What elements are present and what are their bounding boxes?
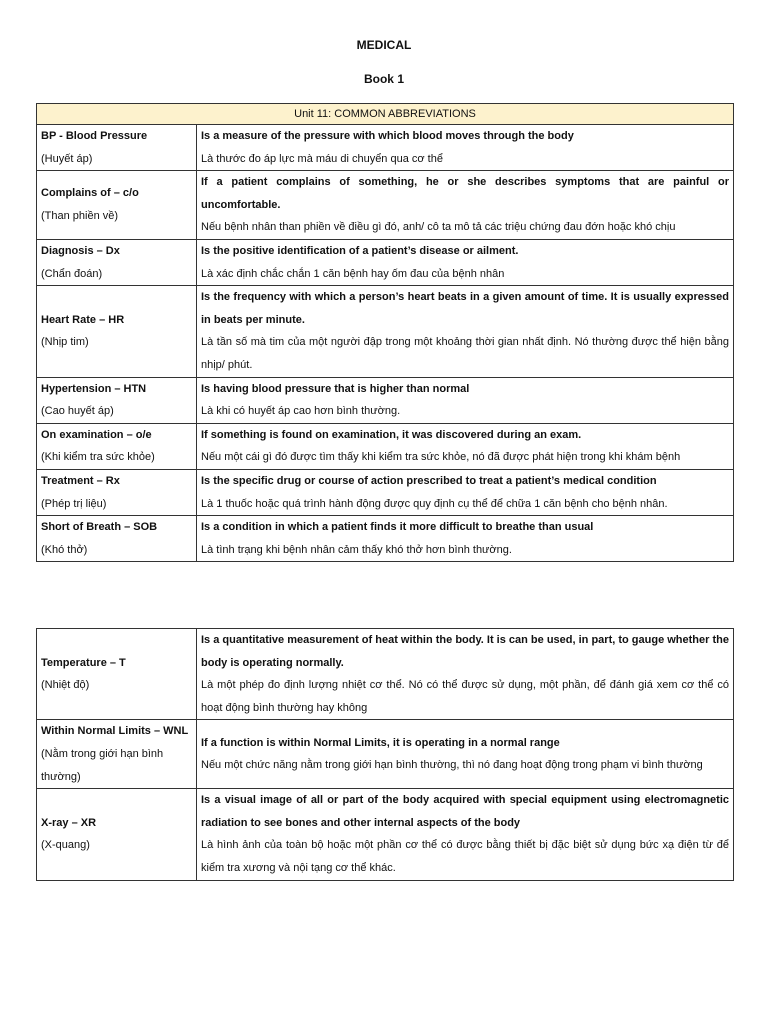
document-subtitle: Book 1: [363, 72, 404, 86]
definition-english: Is a measure of the pressure with which blood moves through the body: [201, 130, 574, 142]
term-translation: (Nhịp tim): [41, 336, 89, 349]
term-label: Temperature – T: [41, 656, 126, 669]
document-title: MEDICAL: [356, 38, 412, 52]
table-row: [37, 239, 734, 285]
definition-vietnamese: Là một phép đo định lượng nhiệt cơ thể. Nó có thể được sử dụng, một phần, để đánh giá xem cơ thể có hoạt động bình thường hay không: [201, 679, 729, 714]
term-cell: [37, 629, 197, 720]
definition-vietnamese: Là 1 thuốc hoặc quá trình hành động được quy định cụ thể để chữa 1 căn bệnh cho bệnh nhân.: [201, 497, 668, 510]
definition-english: Is the frequency with which a person’s heart beats in a given amount of time. It is usually expressed in beats per minute.: [201, 291, 729, 326]
table-row: [37, 171, 734, 240]
definition-cell: [197, 423, 734, 469]
term-cell: [37, 239, 197, 285]
definition-cell: [197, 125, 734, 171]
term-translation: (Khi kiểm tra sức khỏe): [41, 451, 155, 464]
table-row: [37, 720, 734, 789]
definition-english: Is having blood pressure that is higher than normal: [201, 382, 470, 395]
term-cell: [37, 423, 197, 469]
table-heading: Unit 11: COMMON ABBREVIATIONS: [37, 104, 734, 125]
term-translation: (X-quang): [41, 839, 90, 852]
table-row: [37, 377, 734, 423]
definition-english: Is a quantitative measurement of heat within the body. It is can be used, in part, to gauge whether the body is operating normally.: [201, 634, 729, 669]
definition-cell: [197, 469, 734, 515]
term-label: Treatment – Rx: [41, 474, 120, 487]
term-cell: [37, 720, 197, 789]
term-translation: (Chẩn đoán): [41, 267, 103, 280]
definition-english: Is a condition in which a patient finds it more difficult to breathe than usual: [201, 521, 594, 534]
term-label: Heart Rate – HR: [41, 313, 125, 326]
definition-vietnamese: Là khi có huyết áp cao hơn bình thường.: [201, 405, 401, 418]
table-row: [37, 469, 734, 515]
term-label: Hypertension – HTN: [41, 382, 147, 395]
term-label: Complains of – c/o: [41, 187, 139, 200]
table-row: [37, 125, 734, 171]
term-cell: [37, 789, 197, 880]
definition-cell: [197, 789, 734, 880]
table-row: [37, 789, 734, 880]
term-label: Within Normal Limits – WNL: [41, 725, 189, 738]
definition-vietnamese: Là hình ảnh của toàn bộ hoặc một phần cơ thể có được bằng thiết bị đặc biệt sử dụng bức xạ điện từ để kiểm tra xương và nội tạng cơ thể khác.: [201, 839, 729, 874]
definition-vietnamese: Nếu bệnh nhân than phiền về điều gì đó, anh/ cô ta mô tả các triệu chứng đau đớn hoặc khó chịu: [201, 221, 676, 234]
definition-cell: [197, 377, 734, 423]
abbreviations-table-continued: [36, 628, 734, 881]
term-cell: [37, 469, 197, 515]
definition-cell: [197, 629, 734, 720]
term-translation: (Nhiệt độ): [41, 679, 90, 692]
term-translation: (Than phiền về): [41, 210, 119, 223]
definition-cell: [197, 720, 734, 789]
term-label: Short of Breath – SOB: [41, 521, 158, 534]
definition-vietnamese: Là thước đo áp lực mà máu di chuyển qua cơ thể: [201, 152, 443, 165]
term-translation: (Nằm trong giới hạn bình thường): [41, 747, 164, 783]
definition-cell: [197, 239, 734, 285]
table-row: [37, 286, 734, 377]
term-label: On examination – o/e: [41, 428, 152, 441]
definition-english: If a function is within Normal Limits, it is operating in a normal range: [201, 736, 560, 749]
term-translation: (Khó thở): [41, 543, 88, 556]
definition-english: If something is found on examination, it was discovered during an exam.: [201, 428, 582, 441]
definition-cell: [197, 171, 734, 240]
term-cell: [37, 171, 197, 240]
table-row: [37, 423, 734, 469]
definition-english: Is the positive identification of a patient’s disease or ailment.: [201, 244, 519, 257]
definition-vietnamese: Là tần số mà tim của một người đập trong một khoảng thời gian nhất định. Nó thường được thể hiện bằng nhịp/ phút.: [201, 336, 729, 371]
term-translation: (Cao huyết áp): [41, 405, 114, 418]
definition-english: If a patient complains of something, he or she describes symptoms that are painful or uncomfortable.: [201, 176, 729, 211]
term-cell: [37, 286, 197, 377]
term-label: X-ray – XR: [41, 816, 97, 829]
definition-cell: [197, 516, 734, 562]
definition-cell: [197, 286, 734, 377]
term-label: BP - Blood Pressure: [41, 130, 148, 142]
term-label: Diagnosis – Dx: [41, 244, 120, 257]
definition-vietnamese: Là xác định chắc chắn 1 căn bệnh hay ốm đau của bệnh nhân: [201, 267, 505, 280]
definition-english: Is the specific drug or course of action prescribed to treat a patient’s medical condition: [201, 474, 657, 487]
definition-english: Is a visual image of all or part of the body acquired with special equipment using electromagnetic radiation to see bones and other internal aspects of the body: [201, 794, 729, 829]
term-cell: [37, 125, 197, 171]
definition-vietnamese: Nếu một chức năng nằm trong giới hạn bình thường, thì nó đang hoạt động trong phạm vi bình thường: [201, 759, 703, 772]
table-row: [37, 629, 734, 720]
term-translation: (Huyết áp): [41, 152, 93, 165]
table-heading-row: [37, 104, 734, 125]
definition-vietnamese: Nếu một cái gì đó được tìm thấy khi kiểm tra sức khỏe, nó đã được phát hiện trong khi khám bệnh: [201, 451, 681, 464]
term-cell: [37, 377, 197, 423]
term-translation: (Phép trị liệu): [41, 497, 107, 510]
abbreviations-table-unit-11: [36, 103, 734, 562]
definition-vietnamese: Là tình trạng khi bệnh nhân cảm thấy khó thở hơn bình thường.: [201, 543, 512, 556]
term-cell: [37, 516, 197, 562]
table-row: [37, 516, 734, 562]
